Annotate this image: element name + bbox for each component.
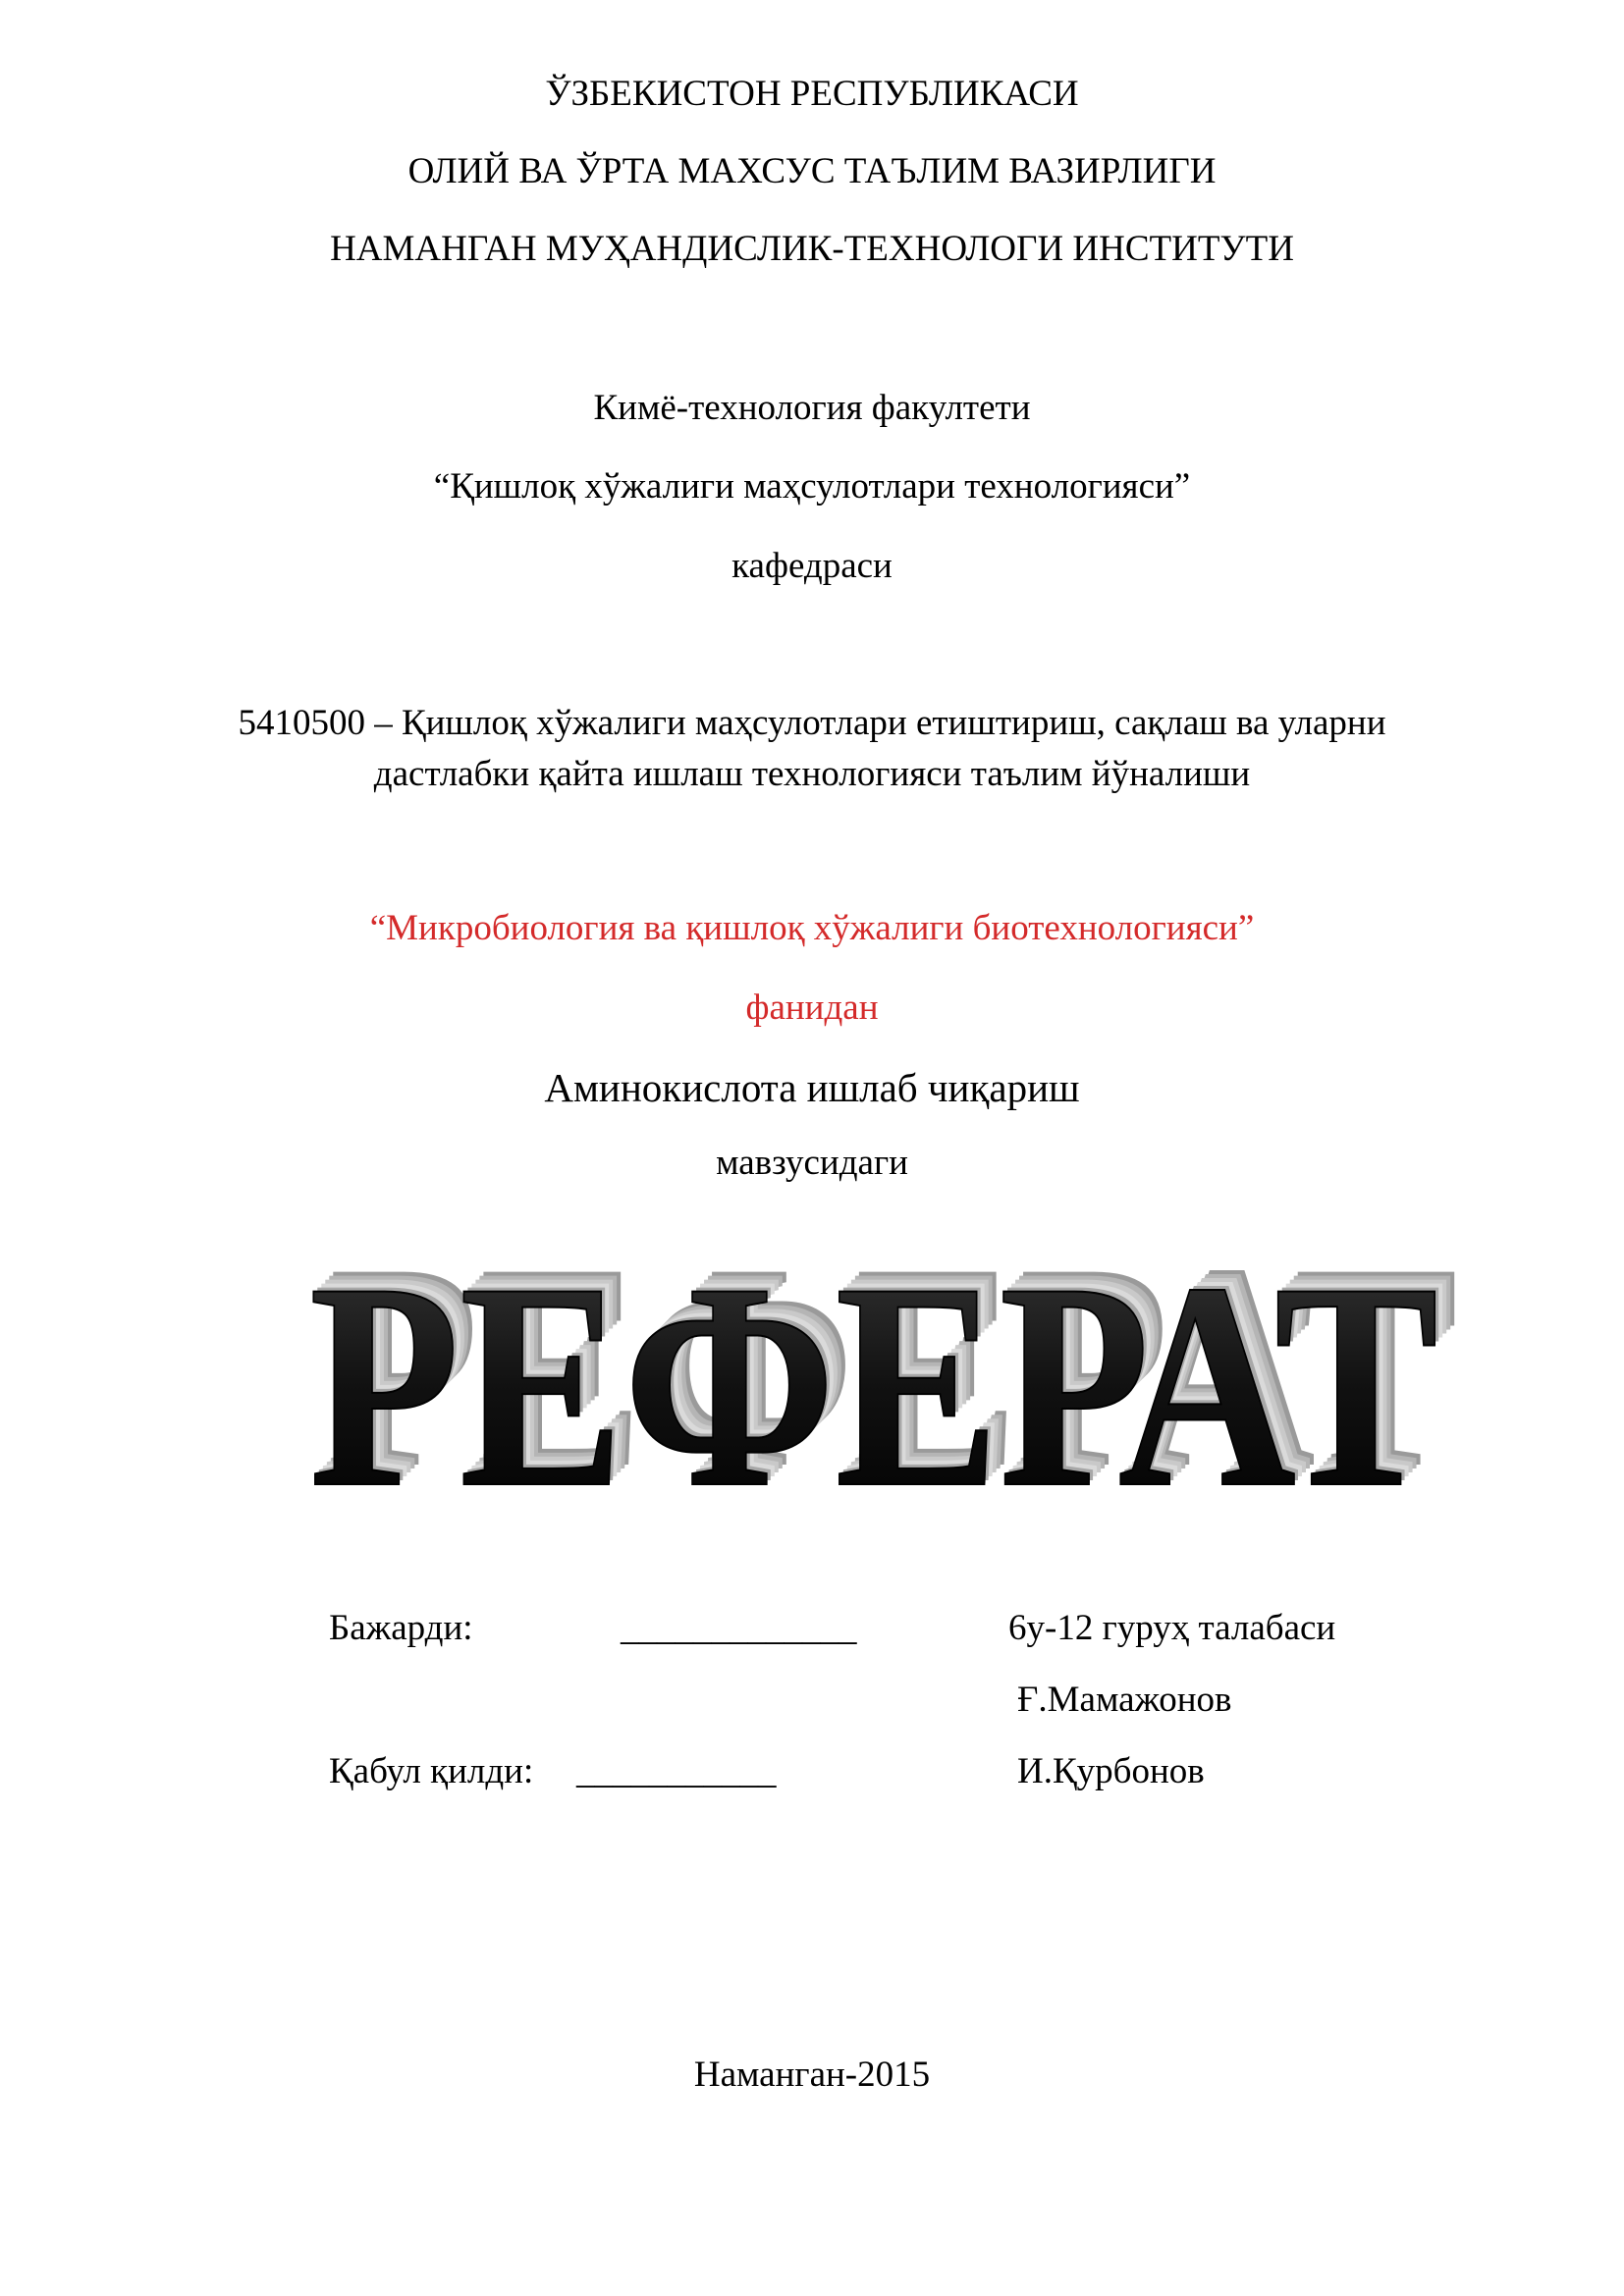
accepted-signature-line: ___________ bbox=[576, 1751, 777, 1791]
topic-name: Аминокислота ишлаб чиқариш bbox=[544, 1065, 1080, 1110]
city-year: Наманган-2015 bbox=[693, 2055, 931, 2095]
topic-suffix: мавзусидаги bbox=[716, 1143, 908, 1183]
title-svg bbox=[285, 1217, 1463, 1531]
document-title-wordart bbox=[285, 1217, 1463, 1531]
header-line-institute: НАМАНГАН МУҲАНДИСЛИК-ТЕХНОЛОГИ ИНСТИТУТИ bbox=[330, 229, 1294, 269]
teacher-name: И.Қурбонов bbox=[1017, 1751, 1205, 1791]
header-line-republic: ЎЗБЕКИСТОН РЕСПУБЛИКАСИ bbox=[545, 74, 1079, 114]
svg-text:РЕФЕРАТ: РЕФЕРАТ bbox=[321, 1217, 1450, 1531]
done-signature-line: _____________ bbox=[621, 1608, 857, 1648]
student-name: Ғ.Мамажонов bbox=[1017, 1680, 1232, 1720]
svg-text:РЕФЕРАТ: РЕФЕРАТ bbox=[329, 1217, 1458, 1528]
faculty-name: Кимё-технология факултети bbox=[593, 388, 1031, 428]
header-line-ministry: ОЛИЙ ВА ЎРТА МАХСУС ТАЪЛИМ ВАЗИРЛИГИ bbox=[407, 151, 1217, 191]
department-suffix: кафедраси bbox=[731, 546, 893, 586]
subject-suffix: фанидан bbox=[745, 988, 879, 1028]
student-group: 6у-12 гуруҳ талабаси bbox=[1008, 1608, 1336, 1648]
done-label: Бажарди: bbox=[329, 1608, 473, 1648]
direction-line-1: 5410500 – Қишлоқ хўжалиги маҳсулотлари етиштириш, сақлаш ва уларни bbox=[238, 703, 1386, 743]
title-face-text: РЕФЕРАТ bbox=[309, 1222, 1438, 1531]
svg-text:РЕФЕРАТ: РЕФЕРАТ bbox=[325, 1217, 1454, 1531]
accepted-label: Қабул қилди: bbox=[329, 1751, 534, 1791]
subject-name: “Микробиология ва қишлоқ хўжалиги биотехнологияси” bbox=[369, 908, 1255, 948]
department-name: “Қишлоқ хўжалиги маҳсулотлари технологияси” bbox=[433, 466, 1191, 507]
svg-text:РЕФЕРАТ: РЕФЕРАТ bbox=[317, 1217, 1446, 1531]
direction-line-2: дастлабки қайта ишлаш технологияси таълим йўналиши bbox=[373, 754, 1251, 794]
svg-text:РЕФЕРАТ: РЕФЕРАТ bbox=[313, 1218, 1442, 1531]
